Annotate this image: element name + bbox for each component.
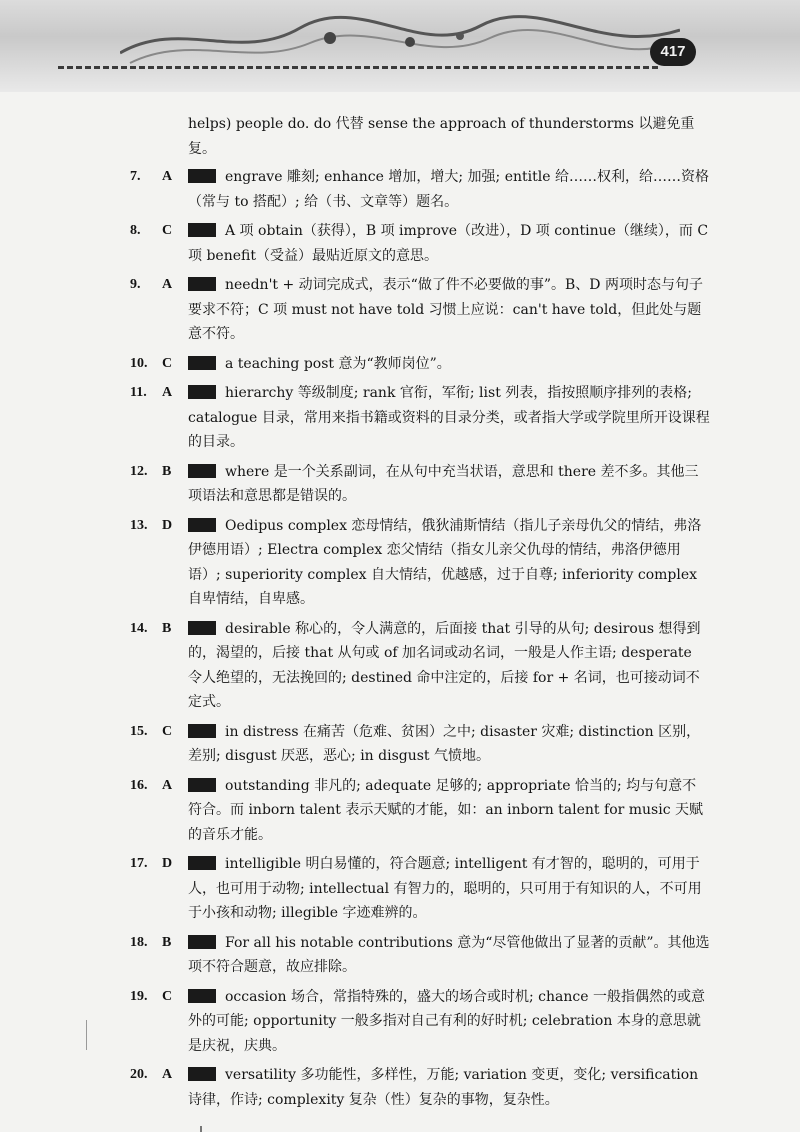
margin-mark — [86, 1020, 87, 1050]
question-number: 7. — [130, 169, 141, 184]
explanation-text: hierarchy 等级制度; rank 官衔，军衔; list 列表，指按照顺序排列的表格; catalogue 目录，常用来指书籍或资料的目录分类，或者指大学或学院里所开设课程的目录。 — [188, 385, 710, 450]
answer-letter: A — [162, 1067, 173, 1082]
answer-letter: A — [162, 169, 173, 184]
list-item — [130, 273, 710, 347]
question-number: 15. — [130, 723, 148, 739]
explanation-tag-icon — [188, 778, 216, 792]
question-number: 16. — [130, 777, 148, 793]
question-number: 13. — [130, 517, 148, 533]
question-number: 17. — [130, 856, 148, 871]
explanation-text: intelligible 明白易懂的，符合题意; intelligent 有才智的，聪明的，可用于人，也可用于动物; intellectual 有智力的，聪明的，只可用于有知识的人，不可用于小孩和动物; illegible 字迹难辨的。 — [188, 856, 702, 921]
explanation-text: a teaching post 意为“教师岗位”。 — [225, 355, 451, 372]
explanation-text: Oedipus complex 恋母情结，俄狄浦斯情结（指儿子亲母仇父的情结，弗洛伊德用语）; Electra complex 恋父情结（指女儿亲父仇母的情结，弗洛伊德用语）; superiority complex 自大情结，优越感，过于自尊; inferiority complex 自卑情结，自卑感。 — [188, 517, 702, 607]
answer-letter: D — [162, 517, 173, 533]
header-dashed-rule — [58, 66, 658, 69]
question-number: 10. — [130, 355, 148, 371]
question-number: 8. — [130, 223, 141, 238]
explanation-tag-icon — [188, 518, 216, 532]
explanation-tag-icon — [188, 223, 216, 237]
list-item — [130, 514, 710, 612]
explanation-text: engrave 雕刻; enhance 增加，增大; 加强; entitle 给……权利，给……资格（常与 to 搭配）; 给（书、文章等）题名。 — [188, 169, 709, 210]
answer-letter: A — [162, 277, 173, 292]
answer-letter: B — [162, 463, 172, 479]
page-header-band — [0, 0, 800, 92]
explanation-text: in distress 在痛苦（危难、贫困）之中; disaster 灾难; distinction 区别，差别; disgust 厌恶，恶心; in disgust 气愤地。 — [188, 723, 701, 764]
explanation-tag-icon — [188, 724, 216, 738]
explanation-tag-icon — [188, 621, 216, 635]
explanation-text: where 是一个关系副词，在从句中充当状语，意思和 there 差不多。其他三项语法和意思都是错误的。 — [188, 463, 699, 504]
explanation-text: A 项 obtain（获得），B 项 improve（改进），D 项 continue（继续），而 C 项 benefit（受益）最贴近原文的意思。 — [188, 223, 709, 264]
list-item — [130, 1063, 710, 1112]
margin-mark — [200, 1126, 202, 1132]
answer-letter: C — [162, 723, 173, 739]
list-item — [130, 720, 710, 769]
list-item — [130, 460, 710, 509]
explanation-text: desirable 称心的，令人满意的，后面接 that 引导的从句; desirous 想得到的，渴望的，后接 that 从句或 of 加名词或动名词，一般是人作主语; desperate 令人绝望的，无法挽回的; destined 命中注定的，后接 for + 名词，也可接动词不定式。 — [188, 620, 701, 710]
list-item — [130, 931, 710, 980]
question-number: 9. — [130, 277, 141, 292]
question-number: 19. — [130, 988, 148, 1004]
question-number: 18. — [130, 934, 148, 950]
decorative-wave-graphic — [120, 8, 680, 68]
list-item — [130, 985, 710, 1059]
page-number-badge: 417 — [650, 38, 696, 66]
answer-letter: B — [162, 934, 172, 950]
answer-letter: C — [162, 355, 173, 371]
explanation-text: For all his notable contributions 意为“尽管他做出了显著的贡献”。其他选项不符合题意，故应排除。 — [188, 934, 710, 975]
explanation-tag-icon — [188, 277, 216, 291]
explanation-tag-icon — [188, 385, 216, 399]
explanation-tag-icon — [188, 464, 216, 478]
list-item — [130, 381, 710, 455]
explanation-tag-icon — [188, 1067, 216, 1081]
list-item — [130, 774, 710, 848]
list-item — [130, 165, 710, 214]
answer-letter: C — [162, 223, 173, 238]
list-item — [130, 352, 710, 377]
answer-letter: D — [162, 856, 173, 871]
answer-letter: B — [162, 620, 172, 636]
explanation-tag-icon — [188, 356, 216, 370]
continued-text: helps) people do. do 代替 sense the approach of thunderstorms 以避免重复。 — [188, 116, 695, 157]
explanation-text: versatility 多功能性，多样性，万能; variation 变更，变化; versification 诗律，作诗; complexity 复杂（性）复杂的事物，复杂性。 — [188, 1067, 699, 1108]
question-number: 12. — [130, 463, 148, 479]
explanation-tag-icon — [188, 935, 216, 949]
list-item — [130, 219, 710, 268]
answer-letter: A — [162, 777, 173, 793]
list-item — [130, 852, 710, 926]
answer-letter: A — [162, 385, 173, 400]
answer-letter: C — [162, 988, 173, 1004]
list-item — [130, 617, 710, 715]
explanation-tag-icon — [188, 169, 216, 183]
explanation-text: needn't + 动词完成式，表示“做了件不必要做的事”。B、D 两项时态与句子要求不符；C 项 must not have told 习惯上应说：can't have told，但此处与题意不符。 — [188, 277, 703, 342]
question-number: 11. — [130, 385, 147, 400]
question-number: 20. — [130, 1067, 148, 1082]
explanation-tag-icon — [188, 856, 216, 870]
explanation-text: occasion 场合，常指特殊的，盛大的场合或时机; chance 一般指偶然的或意外的可能; opportunity 一般多指对自己有利的好时机; celebration 本身的意思就是庆祝，庆典。 — [188, 988, 705, 1054]
explanation-tag-icon — [188, 989, 216, 1003]
question-number: 14. — [130, 620, 148, 636]
answer-explanations — [130, 112, 710, 1117]
explanation-text: outstanding 非凡的; adequate 足够的; appropriate 恰当的; 均与句意不符合。而 inborn talent 表示天赋的才能，如：an inborn talent for music 天赋的音乐才能。 — [188, 777, 704, 843]
